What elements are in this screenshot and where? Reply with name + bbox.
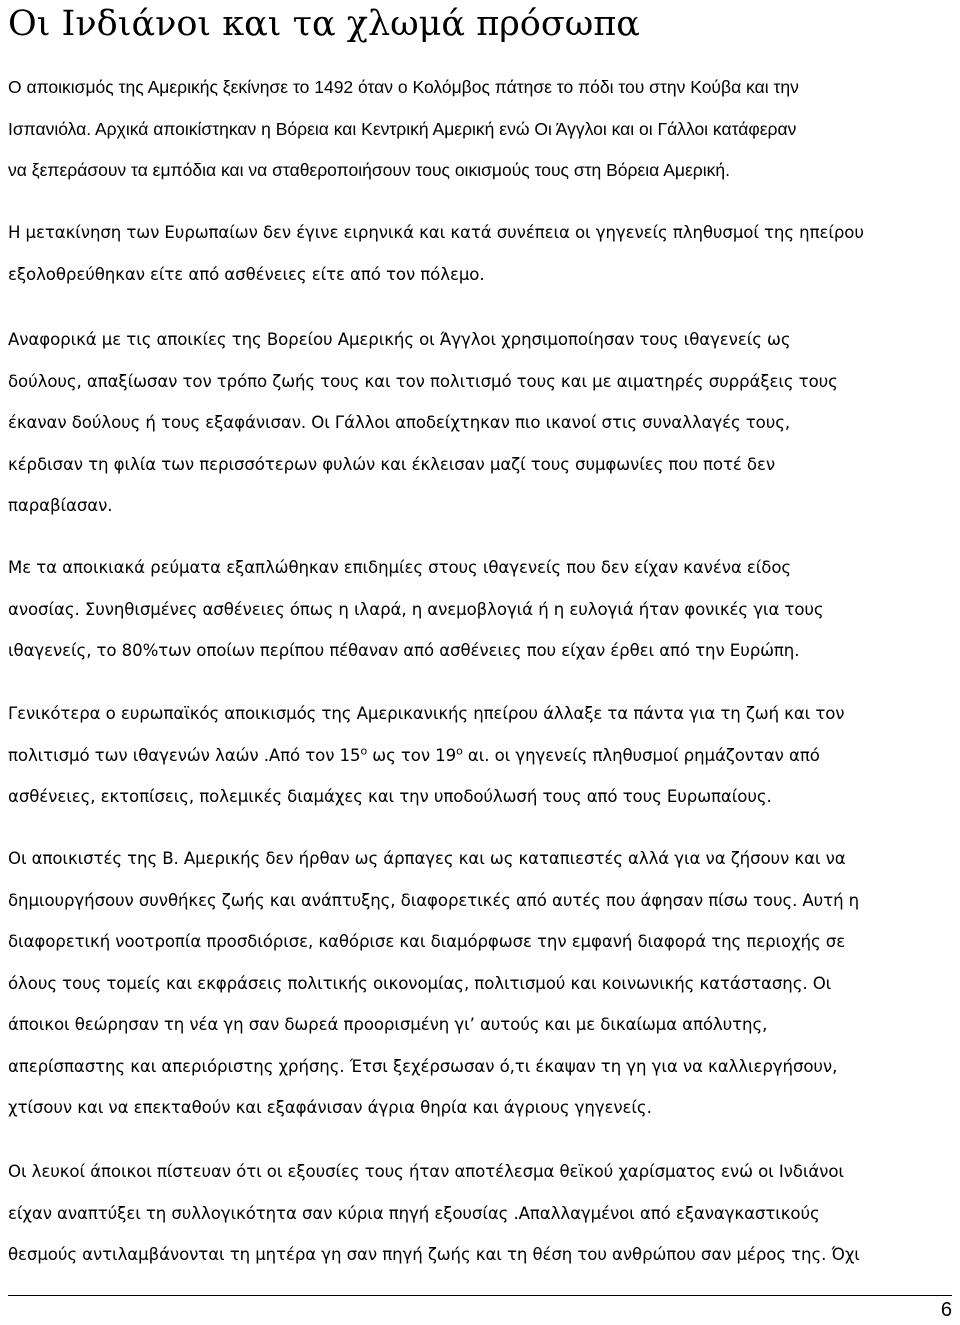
text-line: ανοσίας. Συνηθισμένες ασθένειες όπως η ιλαρά, η ανεμοβλογιά ή η ευλογιά ήταν φονικές για τους bbox=[8, 599, 824, 619]
text-line: Ισπανιόλα. Αρχικά αποικίστηκαν η Βόρεια και Κεντρική Αμερική ενώ Οι Άγγλοι και οι Γάλλοι κατάφεραν bbox=[8, 118, 797, 139]
text-line: διαφορετική νοοτροπία προσδιόρισε, καθόρισε και διαμόρφωσε την εμφανή διαφορά της περιοχής σε bbox=[8, 932, 846, 951]
text-line: όλους τους τομείς και εκφράσεις πολιτικής οικονομίας, πολιτισμού και κοινωνικής κατάστασης. Οι bbox=[8, 973, 832, 993]
paragraph-4 bbox=[8, 547, 952, 672]
text-line: Με τα αποικιακά ρεύματα εξαπλώθηκαν επιδημίες στους ιθαγενείς που δεν είχαν κανένα είδος bbox=[8, 558, 792, 577]
text-line: δημιουργήσουν συνθήκες ζωής και ανάπτυξης, διαφορετικές από αυτές που άφησαν πίσω τους. Αυτή η bbox=[8, 890, 860, 910]
text-line: ασθένειες, εκτοπίσεις, πολεμικές διαμάχες και την υποδούλωσή τους από τους Ευρωπαίους. bbox=[8, 787, 772, 806]
paragraph-6 bbox=[8, 838, 952, 1129]
text-line: έκαναν δούλους ή τους εξαφάνισαν. Οι Γάλλοι αποδείχτηκαν πιο ικανοί στις συναλλαγές τους, bbox=[8, 413, 791, 432]
text-line: ιθαγενείς, το 80%των οποίων περίπου πέθαναν από ασθένειες που είχαν έρθει από την Ευρώπη. bbox=[8, 641, 800, 660]
footer-divider bbox=[8, 1295, 952, 1296]
paragraph-3 bbox=[8, 319, 952, 527]
text-segment: ως τον 19 bbox=[367, 745, 457, 765]
text-line: απερίσπαστης και απεριόριστης χρήσης. Έτσι ξεχέρσωσαν ό,τι έκαψαν τη γη για να καλλιεργήσουν, bbox=[8, 1056, 838, 1076]
document-title: Οι Ινδιάνοι και τα χλωμά πρόσωπα bbox=[8, 4, 640, 44]
text-line: Οι λευκοί άποικοι πίστευαν ότι οι εξουσίες τους ήταν αποτέλεσμα θεϊκού χαρίσματος ενώ οι Ινδιάνοι bbox=[8, 1162, 844, 1181]
text-line: Οι αποικιστές της Β. Αμερικής δεν ήρθαν ως άρπαγες και ως καταπιεστές αλλά για να ζήσουν και να bbox=[8, 849, 846, 868]
page-number: 6 bbox=[940, 1299, 952, 1321]
text-line: Ο αποικισμός της Αμερικής ξεκίνησε το 1492 όταν ο Κολόμβος πάτησε το πόδι του στην Κούβα και την bbox=[8, 77, 799, 97]
text-segment: αι. οι γηγενείς πληθυσμοί ρημάζονταν από bbox=[462, 745, 820, 765]
text-line: χτίσουν και να επεκταθούν και εξαφάνισαν άγρια θηρία και άγριους γηγενείς. bbox=[8, 1098, 652, 1117]
text-segment: πολιτισμό των ιθαγενών λαών .Από τον 15 bbox=[8, 745, 361, 765]
text-line: είχαν αναπτύξει τη συλλογικότητα σαν κύρια πηγή εξουσίας .Απαλλαγμένοι από εξαναγκαστικούς bbox=[8, 1203, 820, 1223]
superscript-ordinal: ο bbox=[456, 743, 463, 757]
paragraph-1 bbox=[8, 67, 952, 192]
text-line: παραβίασαν. bbox=[8, 496, 113, 515]
paragraph-5 bbox=[8, 693, 952, 818]
text-line: άποικοι θεώρησαν τη νέα γη σαν δωρεά προορισμένη γι’ αυτούς και με δικαίωμα απόλυτης, bbox=[8, 1015, 768, 1034]
text-line: Γενικότερα ο ευρωπαϊκός αποικισμός της Αμερικανικής ηπείρου άλλαξε τα πάντα για τη ζωή και τον bbox=[8, 704, 845, 723]
paragraph-2 bbox=[8, 212, 952, 295]
text-line: κέρδισαν τη φιλία των περισσότερων φυλών και έκλεισαν μαζί τους συμφωνίες που ποτέ δεν bbox=[8, 454, 776, 474]
text-line: δούλους, απαξίωσαν τον τρόπο ζωής τους και τον πολιτισμό τους και με αιματηρές συρράξεις τους bbox=[8, 371, 838, 391]
text-line: εξολοθρεύθηκαν είτε από ασθένειες είτε από τον πόλεμο. bbox=[8, 264, 485, 284]
text-line: Η μετακίνηση των Ευρωπαίων δεν έγινε ειρηνικά και κατά συνέπεια οι γηγενείς πληθυσμοί της ηπείρου bbox=[8, 223, 864, 242]
paragraph-7 bbox=[8, 1151, 952, 1276]
superscript-ordinal: ο bbox=[360, 743, 368, 757]
text-line: θεσμούς αντιλαμβάνονται τη μητέρα γη σαν πηγή ζωής και τη θέση του ανθρώπου σαν μέρος της. Όχι bbox=[8, 1245, 860, 1264]
text-line: να ξεπεράσουν τα εμπόδια και να σταθεροποιήσουν τους οικισμούς τους στη Βόρεια Αμερική. bbox=[8, 160, 730, 180]
text-line: Αναφορικά με τις αποικίες της Βορείου Αμερικής οι Άγγλοι χρησιμοποίησαν τους ιθαγενείς ως bbox=[8, 330, 791, 349]
text-line bbox=[8, 735, 952, 777]
